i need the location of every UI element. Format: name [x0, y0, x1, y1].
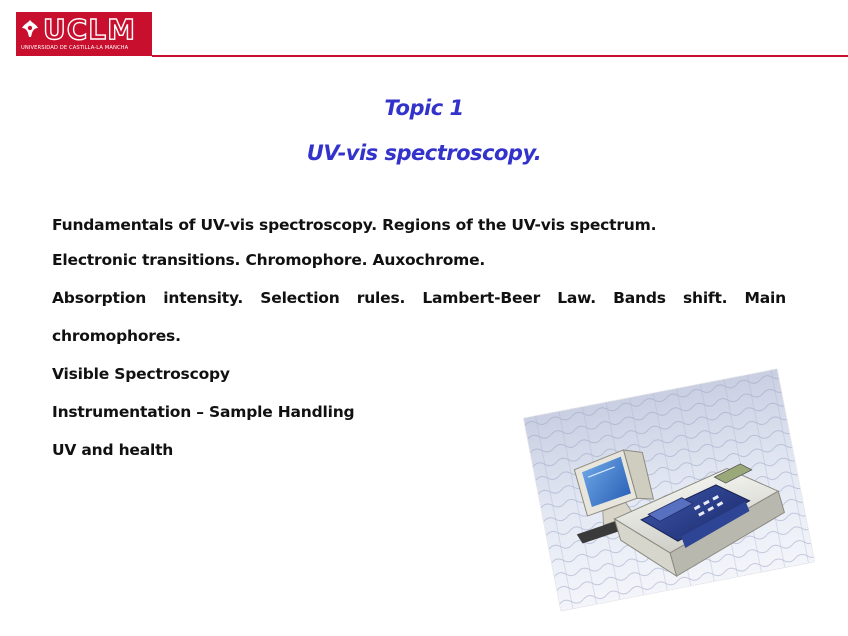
header-rule — [152, 55, 848, 57]
topic-3-word: Law. — [557, 289, 596, 307]
topic-3-word: Lambert-Beer — [422, 289, 541, 307]
logo-wordmark: UCLM — [43, 13, 136, 46]
topic-item-6: UV and health — [52, 441, 174, 459]
topic-item-3 — [52, 288, 786, 308]
uclm-logo — [16, 12, 152, 56]
topic-item-2: Electronic transitions. Chromophore. Auxochrome. — [52, 251, 486, 269]
slide-subtitle: UV-vis spectroscopy. — [306, 141, 542, 165]
topic-3-word: Main — [744, 289, 786, 307]
topic-3-word: rules. — [356, 289, 406, 307]
topic-item-1: Fundamentals of UV-vis spectroscopy. Regions of the UV-vis spectrum. — [52, 216, 657, 234]
spectrophotometer-illustration — [524, 369, 815, 611]
topic-3-word: Selection — [260, 289, 340, 307]
topic-3-word: intensity. — [163, 289, 244, 307]
topic-item-5: Instrumentation – Sample Handling — [52, 403, 355, 421]
topic-item-3-continuation: chromophores. — [52, 327, 181, 345]
spectrophotometer-image — [524, 369, 815, 611]
logo-subtitle: UNIVERSIDAD DE CASTILLA-LA MANCHA — [21, 45, 129, 51]
topic-3-word: Bands — [613, 289, 666, 307]
topic-item-4: Visible Spectroscopy — [52, 365, 230, 383]
topic-3-word: shift. — [682, 289, 728, 307]
slide-title: Topic 1 — [384, 96, 464, 120]
uclm-emblem-icon — [20, 19, 40, 39]
topic-3-word: Absorption — [52, 289, 147, 307]
